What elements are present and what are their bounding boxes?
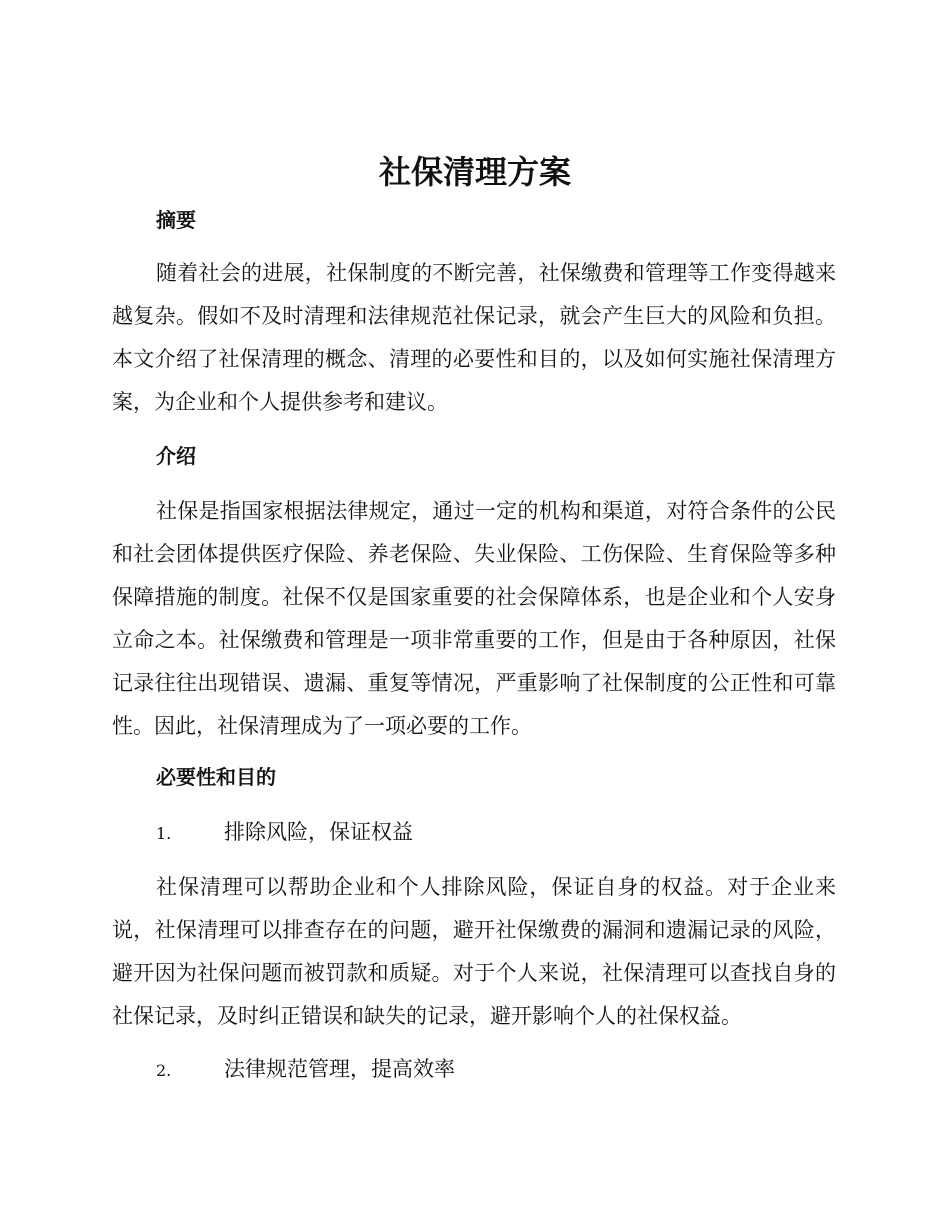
list-item-number: 2. bbox=[156, 1061, 172, 1080]
document-title: 社保清理方案 bbox=[378, 153, 571, 191]
list-item-2 bbox=[156, 1054, 806, 1086]
necessity-item-1-paragraph: 社保清理可以帮助企业和个人排除风险，保证自身的权益。对于企业来说，社保清理可以排查存在的问题，避开社保缴费的漏洞和遗漏记录的风险，避开因为社保问题而被罚款和质疑。对于个人来说，社保清理可以查找自身的社保记录，及时纠正错误和缺失的记录，避开影响个人的社保权益。 bbox=[112, 875, 836, 1028]
list-item-1 bbox=[156, 817, 806, 849]
section-heading-introduction: 介绍 bbox=[156, 444, 196, 468]
section-heading-necessity: 必要性和目的 bbox=[156, 765, 276, 789]
section-heading-abstract: 摘要 bbox=[156, 208, 196, 232]
list-item-number: 1. bbox=[156, 824, 172, 843]
list-item-title: 法律规范管理，提高效率 bbox=[224, 1057, 455, 1081]
introduction-paragraph: 社保是指国家根据法律规定，通过一定的机构和渠道，对符合条件的公民和社会团体提供医疗保险、养老保险、失业保险、工伤保险、生育保险等多种保障措施的制度。社保不仅是国家重要的社会保障体系，也是企业和个人安身立命之本。社保缴费和管理是一项非常重要的工作，但是由于各种原因，社保记录往往出现错误、遗漏、重复等情况，严重影响了社保制度的公正性和可靠性。因此，社保清理成为了一项必要的工作。 bbox=[112, 499, 836, 738]
abstract-paragraph: 随着社会的进展，社保制度的不断完善，社保缴费和管理等工作变得越来越复杂。假如不及时清理和法律规范社保记录，就会产生巨大的风险和负担。本文介绍了社保清理的概念、清理的必要性和目的，以及如何实施社保清理方案，为企业和个人提供参考和建议。 bbox=[112, 261, 836, 414]
list-item-title: 排除风险，保证权益 bbox=[224, 820, 413, 844]
